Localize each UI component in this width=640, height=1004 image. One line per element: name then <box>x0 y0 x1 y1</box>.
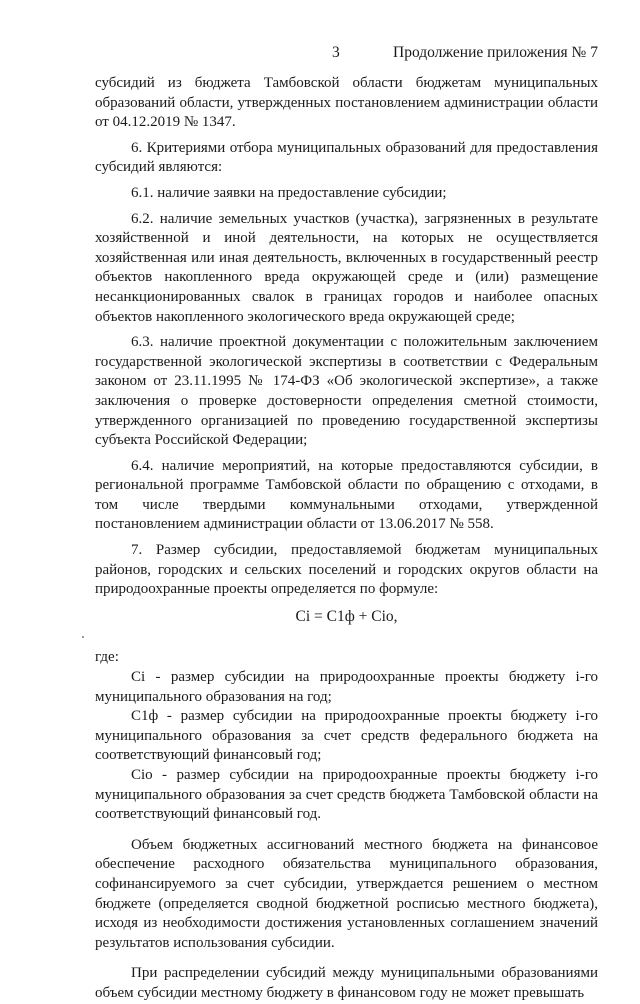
page-number: 3 <box>332 44 340 61</box>
paragraph-def-ci: Ci - размер субсидии на природоохранные проекты бюджету i-го муниципального образования на год; <box>95 669 598 705</box>
document-body <box>95 74 598 1004</box>
paragraph-where: где: <box>95 649 119 666</box>
appendix-continuation-title: Продолжение приложения № 7 <box>393 44 598 61</box>
formula: Ci = C1ф + Cio, <box>295 607 398 625</box>
paragraph-criteria-6-1: 6.1. наличие заявки на предоставление субсидии; <box>131 184 447 201</box>
paragraph-criteria-6-2: 6.2. наличие земельных участков (участка), загрязненных в результате хозяйственной и иной деятельности, на которых не осуществляется хозяйственная или иная деятельность, включенных в государственный реестр объектов накопленного вреда окружающей среде и (или) размещение несанкционированных свалок в границах городов и наиболее опасных объектов накопленного экологического вреда окружающей среде; <box>95 210 598 325</box>
paragraph-distribution: При распределении субсидий между муниципальными образованиями объем субсидии местному бюджету в финансовом году не может превышать <box>95 965 598 1001</box>
paragraph-def-c1f: C1ф - размер субсидии на природоохранные проекты бюджету i-го муниципального образования за счет средств федерального бюджета на соответствующий финансовый год; <box>95 708 598 764</box>
paragraph-criteria-6: 6. Критериями отбора муниципальных образований для предоставления субсидий являются: <box>95 139 598 176</box>
paragraph-budget-allocations: Объем бюджетных ассигнований местного бюджета на финансовое обеспечение расходного обязательства муниципального образования, софинансируемого за счет субсидии, утверждается решением о местном бюджете (определяется сводной бюджетной росписью местного бюджета), исходя из необходимости достижения установленных соглашением значений результатов использования субсидии. <box>95 836 598 951</box>
paragraph-size-7: 7. Размер субсидии, предоставляемой бюджетам муниципальных районов, городских и сельских поселений и городских округов области на природоохранные проекты определяется по формуле: <box>95 542 598 598</box>
scan-speck <box>82 636 84 638</box>
paragraph-def-cio: Cio - размер субсидии на природоохранные проекты бюджету i-го муниципального образования за счет средств бюджета Тамбовской области на соответствующий финансовый год. <box>95 767 598 823</box>
paragraph-criteria-6-4: 6.4. наличие мероприятий, на которые предоставляются субсидии, в региональной программе Тамбовской области по обращению с отходами, в том числе твердыми коммунальными отходами, утвержденной постановлением администрации области от 13.06.2017 № 558. <box>95 457 598 533</box>
paragraph-criteria-6-3: 6.3. наличие проектной документации с положительным заключением государственной экологической экспертизы в соответствии с Федеральным законом от 23.11.1995 № 174-ФЗ «Об экологической экспертизе», а также заключения о проверке достоверности определения сметной стоимости, утвержденного организацией по проведению государственной экспертизы субъекта Российской Федерации; <box>95 334 598 449</box>
paragraph-continuation: субсидий из бюджета Тамбовской области бюджетам муниципальных образований области, утвержденных постановлением администрации области от 04.12.2019 № 1347. <box>95 75 598 131</box>
